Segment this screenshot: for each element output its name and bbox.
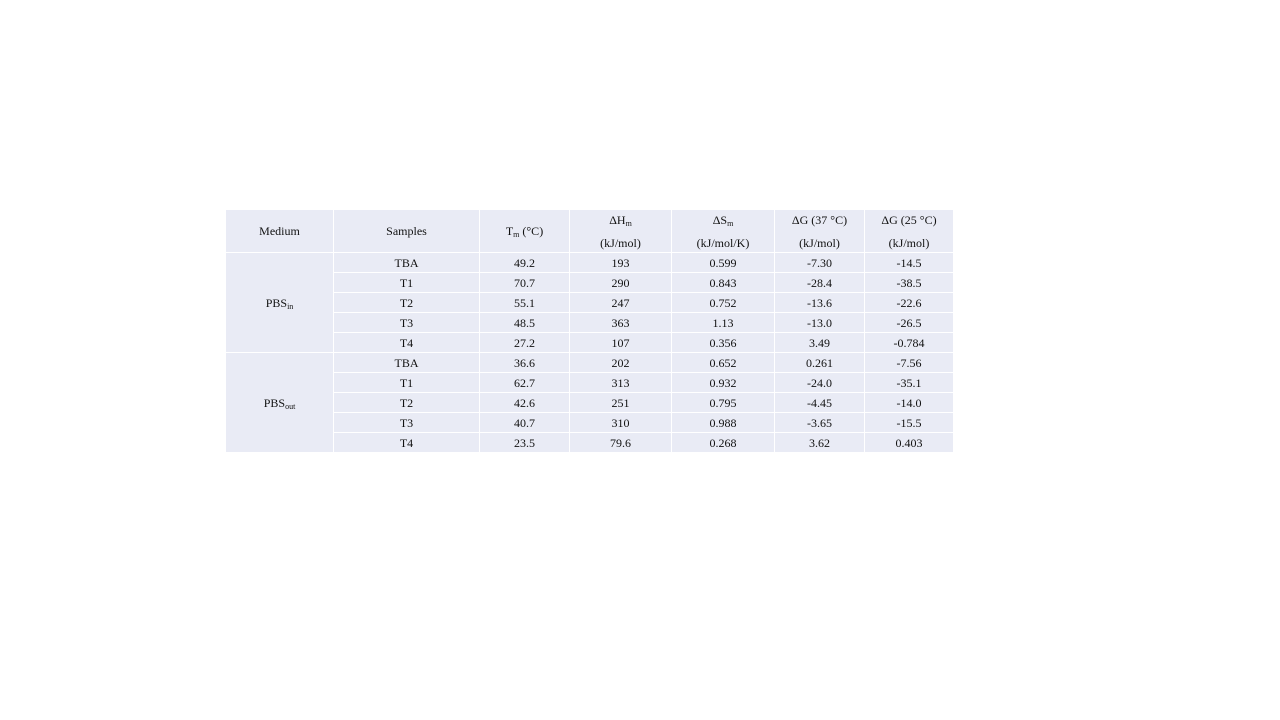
table-row bbox=[226, 253, 954, 273]
delta-g-25-cell: -26.5 bbox=[865, 313, 954, 333]
delta-h-cell: 107 bbox=[570, 333, 672, 353]
delta-g-25-cell: -15.5 bbox=[865, 413, 954, 433]
sample-cell: T1 bbox=[334, 273, 480, 293]
table-row bbox=[226, 433, 954, 453]
delta-g-37-cell: 3.62 bbox=[775, 433, 865, 453]
delta-g-37-cell: -13.0 bbox=[775, 313, 865, 333]
medium-cell-pbs-in: $PBS_{in}$ bbox=[226, 253, 334, 353]
table-row bbox=[226, 353, 954, 373]
sample-cell: T1 bbox=[334, 373, 480, 393]
header-tm: $T_m$ (°C) bbox=[480, 210, 570, 253]
tm-cell: 48.5 bbox=[480, 313, 570, 333]
table-row bbox=[226, 313, 954, 333]
header-medium: Medium bbox=[226, 210, 334, 253]
delta-h-cell: 313 bbox=[570, 373, 672, 393]
sample-cell: T2 bbox=[334, 393, 480, 413]
tm-cell: 27.2 bbox=[480, 333, 570, 353]
table-row bbox=[226, 373, 954, 393]
delta-g-25-cell: -0.784 bbox=[865, 333, 954, 353]
tm-cell: 36.6 bbox=[480, 353, 570, 373]
delta-h-cell: 290 bbox=[570, 273, 672, 293]
delta-g-37-cell: -28.4 bbox=[775, 273, 865, 293]
header-row bbox=[226, 210, 954, 253]
delta-s-cell: 0.988 bbox=[672, 413, 775, 433]
delta-s-cell: 0.652 bbox=[672, 353, 775, 373]
delta-s-cell: 0.599 bbox=[672, 253, 775, 273]
delta-s-cell: 0.356 bbox=[672, 333, 775, 353]
tm-cell: 42.6 bbox=[480, 393, 570, 413]
delta-h-cell: 247 bbox=[570, 293, 672, 313]
thermodynamic-data-table bbox=[225, 209, 954, 453]
delta-h-cell: 193 bbox=[570, 253, 672, 273]
delta-g-37-cell: -7.30 bbox=[775, 253, 865, 273]
delta-g-25-cell: -38.5 bbox=[865, 273, 954, 293]
delta-g-37-cell: -13.6 bbox=[775, 293, 865, 313]
header-delta-s: $\Delta S_m$ (kJ/mol/K) bbox=[672, 210, 775, 253]
table-row bbox=[226, 393, 954, 413]
table-row bbox=[226, 273, 954, 293]
header-delta-h: $\Delta H_m$ (kJ/mol) bbox=[570, 210, 672, 253]
medium-cell-pbs-out: $PBS_{out}$ bbox=[226, 353, 334, 453]
delta-h-cell: 363 bbox=[570, 313, 672, 333]
delta-g-25-cell: -35.1 bbox=[865, 373, 954, 393]
sample-cell: TBA bbox=[334, 253, 480, 273]
sample-cell: T4 bbox=[334, 433, 480, 453]
delta-s-cell: 0.752 bbox=[672, 293, 775, 313]
delta-g-25-cell: 0.403 bbox=[865, 433, 954, 453]
sample-cell: T3 bbox=[334, 313, 480, 333]
delta-g-25-cell: -14.5 bbox=[865, 253, 954, 273]
delta-g-37-cell: 0.261 bbox=[775, 353, 865, 373]
sample-cell: T4 bbox=[334, 333, 480, 353]
delta-h-cell: 251 bbox=[570, 393, 672, 413]
delta-s-cell: 1.13 bbox=[672, 313, 775, 333]
delta-s-cell: 0.795 bbox=[672, 393, 775, 413]
tm-cell: 40.7 bbox=[480, 413, 570, 433]
table-body bbox=[226, 210, 954, 453]
delta-h-cell: 79.6 bbox=[570, 433, 672, 453]
header-delta-g-25: ΔG (25 °C) (kJ/mol) bbox=[865, 210, 954, 253]
tm-cell: 55.1 bbox=[480, 293, 570, 313]
sample-cell: TBA bbox=[334, 353, 480, 373]
table-row bbox=[226, 413, 954, 433]
delta-g-25-cell: -14.0 bbox=[865, 393, 954, 413]
delta-g-25-cell: -7.56 bbox=[865, 353, 954, 373]
delta-s-cell: 0.268 bbox=[672, 433, 775, 453]
delta-s-cell: 0.932 bbox=[672, 373, 775, 393]
delta-h-cell: 310 bbox=[570, 413, 672, 433]
delta-g-37-cell: 3.49 bbox=[775, 333, 865, 353]
sample-cell: T3 bbox=[334, 413, 480, 433]
header-samples: Samples bbox=[334, 210, 480, 253]
delta-g-37-cell: -24.0 bbox=[775, 373, 865, 393]
header-delta-g-37: ΔG (37 °C) (kJ/mol) bbox=[775, 210, 865, 253]
delta-h-cell: 202 bbox=[570, 353, 672, 373]
delta-g-37-cell: -3.65 bbox=[775, 413, 865, 433]
sample-cell: T2 bbox=[334, 293, 480, 313]
tm-cell: 23.5 bbox=[480, 433, 570, 453]
tm-cell: 70.7 bbox=[480, 273, 570, 293]
table-row bbox=[226, 333, 954, 353]
delta-s-cell: 0.843 bbox=[672, 273, 775, 293]
table-row bbox=[226, 293, 954, 313]
delta-g-37-cell: -4.45 bbox=[775, 393, 865, 413]
tm-cell: 49.2 bbox=[480, 253, 570, 273]
tm-cell: 62.7 bbox=[480, 373, 570, 393]
delta-g-25-cell: -22.6 bbox=[865, 293, 954, 313]
